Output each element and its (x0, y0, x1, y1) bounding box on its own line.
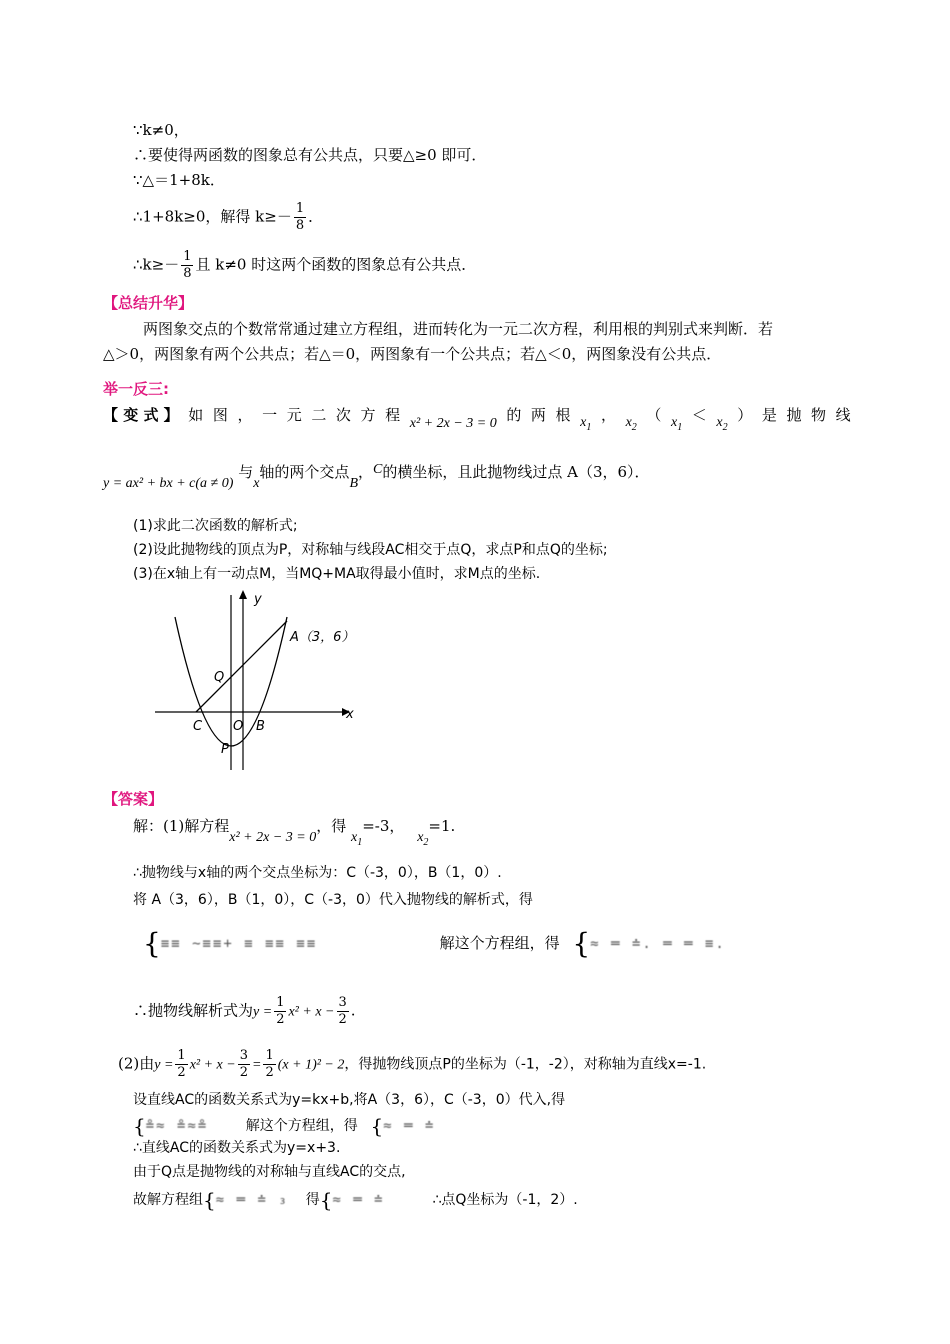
root-x1b-var: x (670, 415, 678, 430)
answer-6-eq: = (252, 1057, 262, 1073)
answer-11-mid: 得 (305, 1192, 320, 1208)
paren-right: ） (737, 405, 753, 424)
w-liang: 两 (530, 405, 546, 424)
answer-1-mid: ，得 (316, 817, 347, 835)
answer-1-x1 (351, 830, 363, 848)
answer-line-1 (133, 816, 456, 848)
answer-5-post: . (350, 1001, 356, 1020)
answer-6-frac-half-2 (263, 1048, 275, 1081)
blurred-solution-1: ≈ ═ ≐. ═ ═ ≡. (590, 936, 726, 952)
answer-1-x1-var: x (351, 830, 358, 845)
root-x2b-sub: 2 (722, 422, 728, 433)
answer-6-y: y = (154, 1057, 174, 1073)
root-x1-b (671, 415, 682, 433)
variant-tag: 【 变 式 】 (103, 405, 179, 424)
answer-6-post: ，得抛物线顶点P的坐标为（-1，-2），对称轴为直线x=-1. (344, 1056, 707, 1073)
w-fang: 方 (360, 405, 376, 424)
answer-heading: 【答案】 (103, 790, 164, 808)
w-yuan: 元 (286, 405, 302, 424)
less-than: ＜ (691, 405, 707, 424)
answer-1-x1-sub: 1 (357, 837, 363, 848)
w-xian: 线 (835, 405, 851, 424)
point-a-label: A（3，6） (290, 630, 355, 645)
w-wu: 物 (811, 405, 827, 424)
answer-line-6 (118, 1048, 706, 1081)
summary-paragraph-1: 两图象交点的个数常常通过建立方程组，进而转化为一元二次方程，利用根的判别式来判断．若 (143, 320, 774, 338)
variant-heading: 举一反三: (103, 380, 169, 398)
line-conclusion (133, 249, 476, 282)
x-axis-label: x (346, 707, 354, 722)
solve-k-end: ． (308, 207, 324, 226)
fraction-one-eighth (294, 201, 306, 234)
w-ru: 如 (188, 405, 204, 424)
answer-6-mid: x² + x − (189, 1057, 236, 1073)
answer-line-9: ∴直线AC的函数关系式为y=x+3. (133, 1140, 341, 1156)
blurred-equation-system-3: ≈ ═ ≐ ₃ (215, 1192, 289, 1208)
answer-1-x2-value: =1. (428, 817, 456, 835)
answer-line-11 (133, 1186, 578, 1214)
fraction-denominator: 8 (295, 218, 305, 233)
answer-line-7: 设直线AC的函数关系式为y=kx+b,将A（3，6），C（-3，0）代入,得 (133, 1092, 566, 1108)
point-b-label: B (256, 719, 265, 734)
line2-c: 的横坐标，且此抛物线过点 A（3，6）． (382, 463, 650, 481)
w-comma-2: ， (600, 405, 616, 424)
w-pao: 抛 (786, 405, 802, 424)
blurred-equation-system-2: ≗≈ ≗≈≗ (145, 1118, 209, 1134)
answer-11-pre: 故解方程组 (133, 1192, 203, 1208)
answer-line-5 (133, 995, 356, 1028)
quadratic-equation: x² + 2x − 3 = 0 (409, 416, 497, 431)
variant-line-1 (103, 400, 851, 433)
answer-5-frac-half-den: 2 (276, 1012, 285, 1027)
answer-5-frac-three-halves (337, 995, 349, 1028)
line2-sep: ， (358, 463, 374, 481)
answer-11-post: ∴点Q坐标为（-1，2）. (432, 1192, 578, 1208)
answer-line-2: ∴抛物线与x轴的两个交点坐标为：C（-3，0），B（1，0）. (133, 865, 502, 881)
fraction-denominator-2: 8 (183, 266, 192, 281)
variant-line-2 (103, 462, 650, 491)
root-x1-var: x (580, 415, 587, 430)
fraction-numerator: 1 (295, 201, 305, 216)
system-brace-icon-3: { (203, 1188, 216, 1212)
y-axis-label: y (254, 592, 262, 607)
line-k-neq-0: ∵k≠0， (133, 121, 189, 139)
w-shi: 是 (761, 405, 777, 424)
question-2: (2)设此抛物线的顶点为P，对称轴与线段AC相交于点Q，求点P和点Q的坐标; (133, 542, 608, 558)
line2-a: 与 (238, 463, 254, 481)
answer-1-pre: 解：(1)解方程 (133, 817, 230, 835)
answer-5-frac-3-den: 2 (338, 1012, 347, 1027)
solve-k-text: ∴1+8k≥0，解得 k≥－ (133, 207, 292, 226)
root-x2b-var: x (716, 415, 723, 430)
solution-brace-icon: { (572, 927, 591, 960)
answer-6-frac-3-num: 3 (239, 1048, 249, 1063)
conclusion-pre: ∴k≥－ (133, 255, 180, 274)
answer-1-x1-value: =-3， (362, 817, 405, 835)
answer-5-pre: ∴抛物线解析式为 (133, 1001, 254, 1020)
fraction-numerator-2: 1 (183, 249, 192, 264)
w-cheng: 程 (385, 405, 401, 424)
answer-line-4 (143, 927, 726, 960)
w-tu: 图 (212, 405, 228, 424)
w-gen: 根 (555, 405, 571, 424)
answer-4-mid: 解这个方程组，得 (439, 934, 560, 952)
root-x2-b (716, 415, 727, 433)
answer-6-frac-half-num: 1 (177, 1048, 186, 1063)
paren-left: （ (646, 405, 662, 424)
parabola-graph (150, 585, 370, 775)
point-c-var: C (373, 462, 383, 477)
root-x2-var: x (625, 415, 632, 430)
answer-6-frac-half2-den: 2 (265, 1065, 274, 1080)
w-yi: 一 (262, 405, 278, 424)
w-de: 的 (506, 405, 522, 424)
solution-brace-icon-2: { (370, 1114, 384, 1138)
line-ac (196, 621, 287, 712)
line2-b: 轴的两个交点 (259, 463, 350, 481)
conclusion-post: 且 k≠0 时这两个函数的图象总有公共点． (195, 255, 477, 274)
question-1: (1)求此二次函数的解析式; (133, 518, 298, 534)
summary-paragraph-2: △＞0，两图象有两个公共点；若△＝0，两图象有一个公共点；若△＜0，两图象没有公共点． (103, 345, 722, 363)
system-brace-icon: { (143, 927, 161, 960)
point-b-var: B (349, 476, 358, 491)
blurred-equation-system-1: ≡≡ ~≡≡+ ≡ ≡≡ ≡≡ (160, 936, 318, 952)
answer-6-frac-three-halves (238, 1048, 250, 1081)
answer-6-frac-half-den: 2 (177, 1065, 186, 1080)
answer-6-frac-half (175, 1048, 187, 1081)
answer-1-equation: x² + 2x − 3 = 0 (229, 830, 317, 845)
w-ci: 次 (335, 405, 351, 424)
y-axis-arrow (239, 590, 247, 599)
summary-heading: 【总结升华】 (103, 294, 194, 312)
answer-1-x2-var: x (417, 830, 424, 845)
fraction-one-eighth-2 (181, 249, 193, 282)
system-brace-icon-2: { (133, 1114, 146, 1138)
answer-8-mid: 解这个方程组，得 (245, 1118, 358, 1134)
answer-6-frac-half2-num: 1 (265, 1048, 274, 1063)
answer-1-x2 (417, 830, 429, 848)
line-delta: ∵△＝1+8k． (133, 171, 225, 189)
line-condition: ∴要使得两函数的图象总有公共点，只要△≥0 即可． (133, 146, 487, 164)
answer-line-8 (133, 1112, 463, 1140)
w-comma: ， (237, 405, 253, 424)
root-x1-sub: 1 (586, 422, 592, 433)
root-x2-sub: 2 (631, 422, 637, 433)
answer-5-frac-half (274, 995, 286, 1028)
solution-brace-icon-3: { (319, 1188, 333, 1212)
answer-6-pre: (2)由 (118, 1054, 155, 1073)
answer-line-10: 由于Q点是抛物线的对称轴与直线AC的交点, (133, 1164, 406, 1180)
x-axis-var: x (253, 476, 260, 491)
answer-5-frac-3-num: 3 (338, 995, 347, 1010)
answer-6-vertex-form: (x + 1)² − 2 (277, 1057, 345, 1073)
answer-1-x2-sub: 2 (423, 837, 429, 848)
root-x1 (580, 415, 591, 433)
point-o-label: O (233, 719, 244, 734)
w-er: 二 (311, 405, 327, 424)
answer-6-frac-3-den: 2 (239, 1065, 249, 1080)
answer-5-frac-half-num: 1 (276, 995, 285, 1010)
root-x1b-sub: 1 (677, 422, 683, 433)
answer-5-rest: x² + x − (288, 1004, 335, 1020)
answer-line-3: 将 A（3，6），B（1，0），C（-3，0）代入抛物线的解析式，得 (133, 892, 533, 908)
point-q-label: Q (214, 670, 225, 685)
line-solve-k (133, 201, 323, 234)
answer-5-y: y = (253, 1004, 273, 1020)
point-p-label: P (221, 742, 229, 757)
root-x2 (626, 415, 637, 433)
blurred-solution-2: ≈ ═ ≐ (383, 1118, 436, 1134)
question-3: (3)在x轴上有一动点M，当MQ+MA取得最小值时，求M点的坐标. (133, 566, 541, 582)
blurred-solution-3: ≈ ═ ≐ (332, 1192, 385, 1208)
parabola-equation: y = ax² + bx + c(a ≠ 0) (103, 476, 234, 491)
point-c-label: C (193, 719, 203, 734)
